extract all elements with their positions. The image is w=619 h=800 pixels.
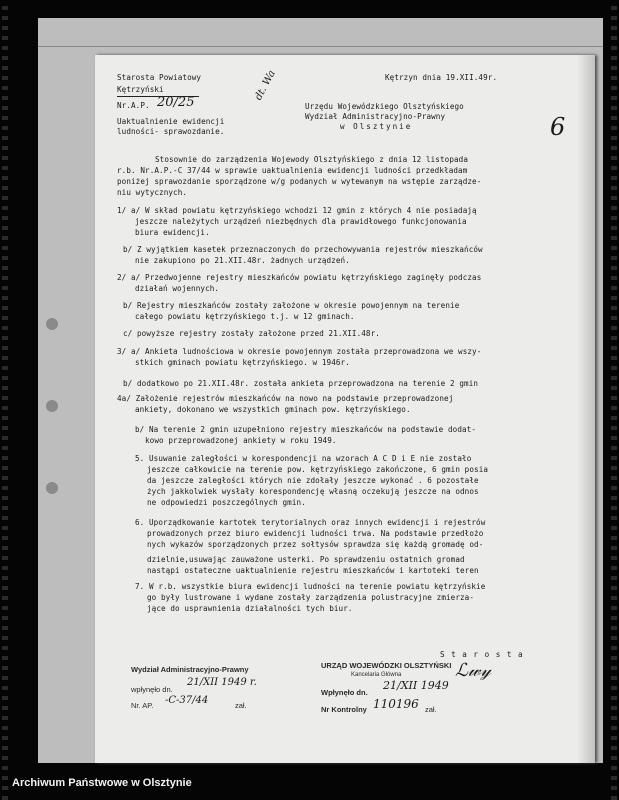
body-line: go były lustrowane i wydane zostały zarządzenia polustracyjne zmierza- [147, 593, 475, 602]
body-line: b/ dodatkowo po 21.XII.48r. została ankieta przeprowadzona na terenie 2 gmin [123, 379, 479, 388]
body-line: jeszcze należytych urządzeń niezbędnych dla prawidłowego funkcjonowania [135, 217, 467, 226]
stamp-left-line3: Nr. AP. [131, 701, 154, 710]
archive-label: Archiwum Państwowe w Olsztynie [12, 777, 192, 789]
body-line: nastąpi ostateczne uaktualnienie rejestru mieszkańców i kartoteki teren [147, 566, 479, 575]
stamp-right-number-handwritten: 110196 [373, 697, 419, 711]
body-line: r.b. Nr.A.P.-C 37/44 w sprawie uaktualnienia ewidencji ludności przedkładam [117, 166, 468, 175]
sender-line2: Kętrzyński [117, 85, 164, 94]
body-line: żych jakkolwiek wysłały korespondencję własną oczekują jeszcze na odnos [147, 487, 479, 496]
body-line: nych wykazów sporządzonych przez sołtysów sprawdza się każdą gromadę od- [147, 540, 484, 549]
stamp-left-line2: wpłynęło dn. [131, 685, 173, 694]
body-line: ne odpowiedzi poszczególnych gmin. [147, 498, 306, 507]
body-line: nie zakupiono po 21.XII.48r. żadnych urządzeń. [135, 256, 350, 265]
body-line: 1/ a/ W skład powiatu kętrzyńskiego wchodzi 12 gmin z których 4 nie posiadają [117, 206, 477, 215]
punch-hole [46, 482, 58, 494]
body-line: poniżej sprawozdanie sporządzone w/g podanych w wytewanym na wstępie zarządze- [117, 177, 482, 186]
sender-line1: Starosta Powiatowy [117, 73, 202, 82]
body-line: ankiety, dokonano we wszystkich gminach pow. kętrzyńskiego. [135, 405, 411, 414]
body-line: c/ powyższe rejestry zostały założone przed 21.XII.48r. [123, 329, 380, 338]
body-line: jące do usprawnienia działalności tych biur. [147, 604, 353, 613]
body-line: jeszcze całkowicie na terenie pow. kętrzyńskiego zakończone, 6 gmin posia [147, 465, 489, 474]
body-line: niu wytycznych. [117, 188, 188, 197]
stamp-left-attachments: zał. [235, 701, 247, 710]
stamp-right-attachments: zał. [425, 705, 437, 714]
stamp-right-line1: URZĄD WOJEWÓDZKI OLSZTYŃSKI [321, 661, 452, 670]
addressee-line3: w Olsztynie [340, 122, 413, 131]
film-perforation-right [611, 0, 617, 800]
reference-number: Nr.A.P. [117, 101, 150, 110]
stamp-right-line3: Wpłynęło dn. [321, 688, 368, 697]
body-line: da jeszcze zaległości których nie zdołały jeszcze wykonać . 6 pozostałe [147, 476, 479, 485]
stamp-right-date-handwritten: 21/XII 1949 [383, 679, 449, 692]
stamp-left-number-handwritten: -C-37/44 [165, 695, 209, 706]
stamp-right-line2: Kancelaria Główna [351, 672, 402, 678]
body-line: b/ Z wyjątkiem kasetek przeznaczonych do przechowywania rejestrów mieszkańców [123, 245, 483, 254]
body-line: kowo przeprowadzonej ankiety w roku 1949. [145, 436, 337, 445]
body-line: prowadzonych przez biuro ewidencji ludności trwa. Na podstawie przedłożo [147, 529, 484, 538]
body-line: Stosownie do zarządzenia Wojewody Olsztyńskiego z dnia 12 listopada [155, 155, 469, 164]
body-line: stkich gminach powiatu kętrzyńskiego. w 1946r. [135, 358, 350, 367]
body-line: całego powiatu kętrzyńskiego t.j. w 12 gminach. [135, 312, 355, 321]
punch-hole [46, 318, 58, 330]
stamp-right-line4: Nr Kontrolny [321, 705, 367, 714]
punch-hole [46, 400, 58, 412]
addressee-line2: Wydział Administracyjno-Prawny [305, 112, 446, 121]
body-line: 3/ a/ Ankieta ludnościowa w okresie powojennym została przeprowadzona we wszy- [117, 347, 482, 356]
body-line: 5. Usuwanie zaległości w korespondencji na wzorach A C D i E nie zostało [135, 454, 472, 463]
subject-line1: Uaktualnienie ewidencji [117, 117, 225, 126]
subject-line2: ludności- sprawozdanie. [117, 127, 225, 136]
marginal-annotation: dt. Wa [253, 68, 278, 103]
stamp-left-date-handwritten: 21/XII 1949 r. [187, 677, 257, 688]
body-line: b/ Na terenie 2 gmin uzupełniono rejestry mieszkańców na podstawie dodat- [135, 425, 477, 434]
document-page [95, 55, 595, 763]
signature-handwritten: ℒ𝓌𝓎 [455, 660, 491, 681]
body-line: 7. W r.b. wszystkie biura ewidencji ludności na terenie powiatu kętrzyńskie [135, 582, 486, 591]
body-line: b/ Rejestry mieszkańców zostały założone w okresie powojennym na terenie [123, 301, 460, 310]
stamp-left-line1: Wydział Administracyjno-Prawny [131, 665, 249, 674]
body-line: 6. Uporządkowanie kartotek terytorialnych oraz innych ewidencji i rejestrów [135, 518, 486, 527]
body-line: dzielnie,usuwając zauważone usterki. Po sprawdzeniu ostatnich gromad [147, 555, 465, 564]
reference-handwritten: 20/25 [157, 95, 195, 110]
body-line: biura ewidencji. [135, 228, 210, 237]
body-line: działań wojennych. [135, 284, 220, 293]
addressee-line1: Urzędu Wojewódzkiego Olsztyńskiego [305, 102, 464, 111]
page-mark: 6 [550, 113, 566, 141]
film-perforation-left [2, 0, 8, 800]
place-date: Kętrzyn dnia 19.XII.49r. [385, 73, 498, 82]
body-line: 2/ a/ Przedwojenne rejestry mieszkańców powiatu kętrzyńskiego zaginęły podczas [117, 273, 482, 282]
body-line: 4a/ Założenie rejestrów mieszkańców na nowo na podstawie przeprowadzonej [117, 394, 454, 403]
signature-title: S t a r o s t a [440, 650, 524, 659]
